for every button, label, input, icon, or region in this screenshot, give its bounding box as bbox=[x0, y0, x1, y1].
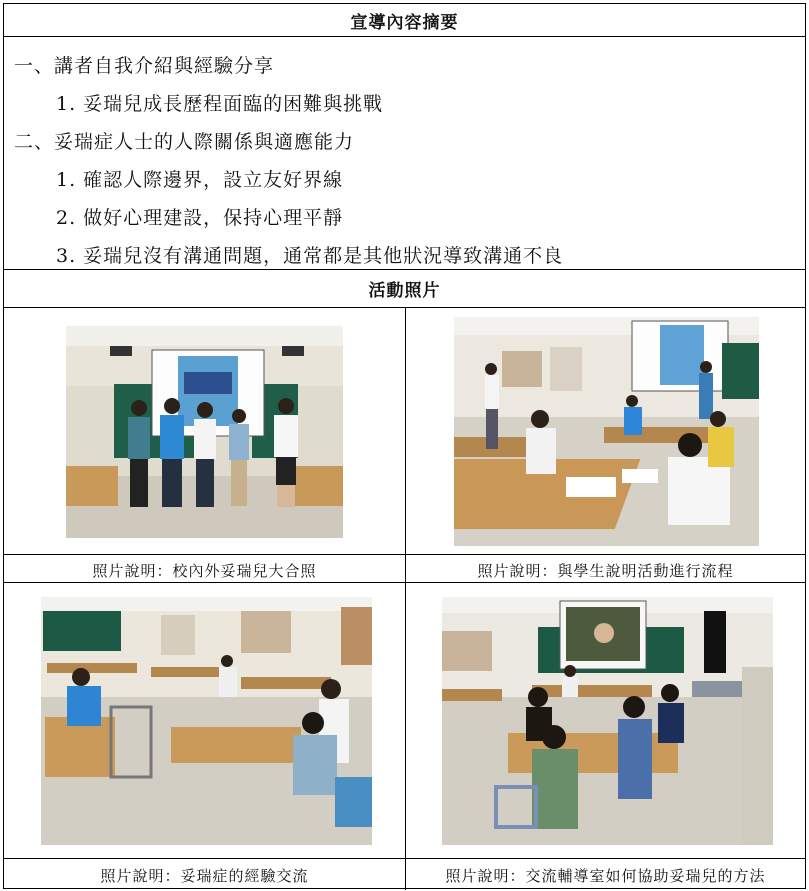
summary-item: 一、講者自我介紹與經驗分享 bbox=[14, 55, 275, 77]
row-divider bbox=[4, 858, 805, 859]
counseling-photo bbox=[442, 597, 773, 845]
group-photo bbox=[66, 326, 343, 538]
classroom-photo bbox=[454, 317, 759, 546]
photos-header: 活動照片 bbox=[4, 270, 805, 308]
summary-header: 宣導內容摘要 bbox=[4, 4, 805, 37]
summary-item: 2. 做好心理建設，保持心理平靜 bbox=[56, 207, 344, 229]
row-divider bbox=[4, 554, 805, 555]
summary-item: 1. 妥瑞兒成長歷程面臨的困難與挑戰 bbox=[56, 93, 384, 115]
photo-caption: 照片說明：與學生說明活動進行流程 bbox=[477, 562, 734, 580]
document-table bbox=[3, 3, 806, 889]
row-divider bbox=[4, 582, 805, 583]
summary-item: 3. 妥瑞兒沒有溝通問題，通常都是其他狀況導致溝通不良 bbox=[56, 245, 564, 267]
summary-item: 1. 確認人際邊界，設立友好界線 bbox=[56, 169, 344, 191]
photo-caption: 照片說明：交流輔導室如何協助妥瑞兒的方法 bbox=[445, 867, 766, 885]
summary-item: 二、妥瑞症人士的人際關係與適應能力 bbox=[14, 131, 355, 153]
summary-content bbox=[4, 37, 805, 270]
photo-caption: 照片說明：校內外妥瑞兒大合照 bbox=[92, 562, 317, 580]
photo-caption: 照片說明：妥瑞症的經驗交流 bbox=[100, 867, 309, 885]
discussion-photo bbox=[41, 597, 372, 845]
column-divider bbox=[405, 308, 406, 890]
